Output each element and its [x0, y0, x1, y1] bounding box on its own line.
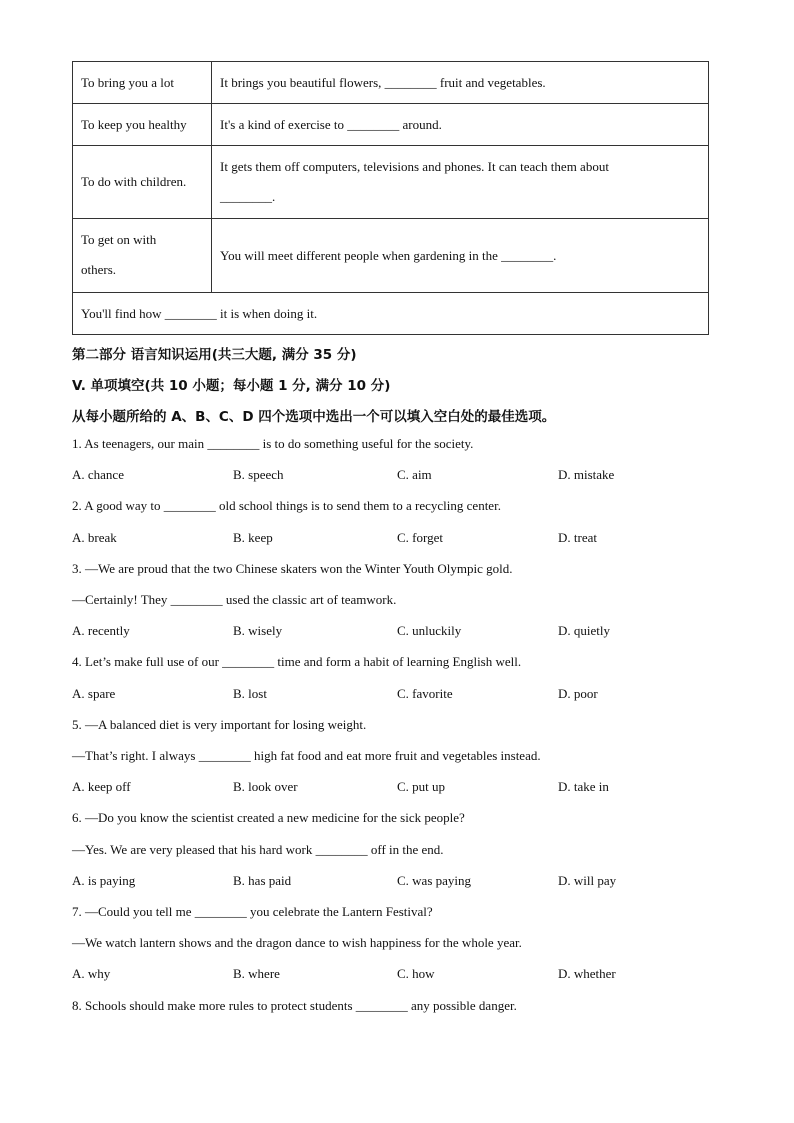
- answer-option[interactable]: B. speech: [233, 467, 284, 483]
- answer-option[interactable]: D. take in: [558, 779, 609, 795]
- reading-table: [72, 61, 709, 335]
- answer-option[interactable]: D. poor: [558, 685, 598, 701]
- answer-option[interactable]: A. break: [72, 529, 117, 545]
- answer-option[interactable]: B. look over: [233, 779, 298, 795]
- table-cell-line: others.: [81, 262, 117, 277]
- table-cell-label: To bring you a lot: [73, 62, 212, 104]
- answer-option[interactable]: D. treat: [558, 529, 597, 545]
- section-title: V. 单项填空(共 10 小题；每小题 1 分, 满分 10 分): [72, 378, 391, 394]
- table-row: [73, 146, 709, 219]
- table-cell-text: It's a kind of exercise to ________ around.: [212, 104, 709, 146]
- answer-option[interactable]: C. how: [397, 966, 435, 982]
- table-cell-text: It brings you beautiful flowers, ________ fruit and vegetables.: [212, 62, 709, 104]
- question-stem: 3. —We are proud that the two Chinese skaters won the Winter Youth Olympic gold.: [72, 560, 513, 576]
- answer-option[interactable]: D. mistake: [558, 467, 615, 483]
- question-stem: 8. Schools should make more rules to protect students ________ any possible danger.: [72, 997, 517, 1013]
- answer-option[interactable]: C. favorite: [397, 685, 453, 701]
- part-title: 第二部分 语言知识运用(共三大题, 满分 35 分): [72, 347, 357, 363]
- table-cell-text: You will meet different people when gardening in the ________.: [212, 219, 709, 293]
- question-dialogue-line: —Yes. We are very pleased that his hard work ________ off in the end.: [72, 841, 444, 857]
- answer-option[interactable]: D. quietly: [558, 623, 610, 639]
- table-row: [73, 104, 709, 146]
- question-stem: 7. —Could you tell me ________ you celebrate the Lantern Festival?: [72, 904, 433, 919]
- table-cell-label: To keep you healthy: [73, 104, 212, 146]
- answer-option[interactable]: B. has paid: [233, 872, 292, 888]
- answer-option[interactable]: A. spare: [72, 685, 116, 701]
- question-dialogue-line: —We watch lantern shows and the dragon dance to wish happiness for the whole year.: [72, 935, 522, 951]
- question-stem: 4. Let’s make full use of our ________ time and form a habit of learning English well.: [72, 654, 522, 670]
- table-row: [73, 62, 709, 104]
- answer-option[interactable]: A. keep off: [72, 779, 131, 795]
- table-cell-line: ________.: [220, 189, 276, 204]
- answer-option[interactable]: D. will pay: [558, 872, 617, 888]
- table-cell-label: To do with children.: [73, 146, 212, 219]
- question-stem: 6. —Do you know the scientist created a new medicine for the sick people?: [72, 810, 465, 826]
- answer-option[interactable]: B. where: [233, 966, 280, 982]
- answer-option[interactable]: B. wisely: [233, 623, 283, 639]
- table-row: [73, 293, 709, 335]
- section-instruction: 从每小题所给的 A、B、C、D 四个选项中选出一个可以填入空白处的最佳选项。: [72, 409, 556, 425]
- question-stem: 2. A good way to ________ old school things is to send them to a recycling center.: [72, 498, 501, 514]
- answer-option[interactable]: A. chance: [72, 467, 124, 483]
- question-dialogue-line: —Certainly! They ________ used the classic art of teamwork.: [72, 592, 397, 607]
- answer-option[interactable]: A. recently: [72, 623, 130, 639]
- answer-option[interactable]: C. forget: [397, 529, 443, 545]
- answer-option[interactable]: C. was paying: [397, 872, 472, 888]
- question-dialogue-line: —That’s right. I always ________ high fat food and eat more fruit and vegetables instead.: [72, 748, 541, 763]
- question-stem: 1. As teenagers, our main ________ is to do something useful for the society.: [72, 436, 474, 451]
- table-cell-text: [212, 146, 709, 219]
- table-cell-line: It gets them off computers, televisions and phones. It can teach them about: [220, 159, 609, 174]
- answer-option[interactable]: A. why: [72, 966, 111, 982]
- answer-option[interactable]: C. unluckily: [397, 623, 462, 639]
- answer-option[interactable]: A. is paying: [72, 872, 136, 888]
- answer-option[interactable]: C. put up: [397, 779, 446, 795]
- answer-option[interactable]: B. keep: [233, 529, 273, 545]
- answer-option[interactable]: C. aim: [397, 467, 432, 483]
- question-stem: 5. —A balanced diet is very important for losing weight.: [72, 716, 367, 732]
- answer-option[interactable]: B. lost: [233, 685, 267, 701]
- table-cell-label: [73, 219, 212, 293]
- table-cell-line: To get on with: [81, 232, 157, 247]
- table-row: [73, 219, 709, 293]
- table-cell-summary: You'll find how ________ it is when doing it.: [73, 293, 709, 335]
- answer-option[interactable]: D. whether: [558, 966, 616, 982]
